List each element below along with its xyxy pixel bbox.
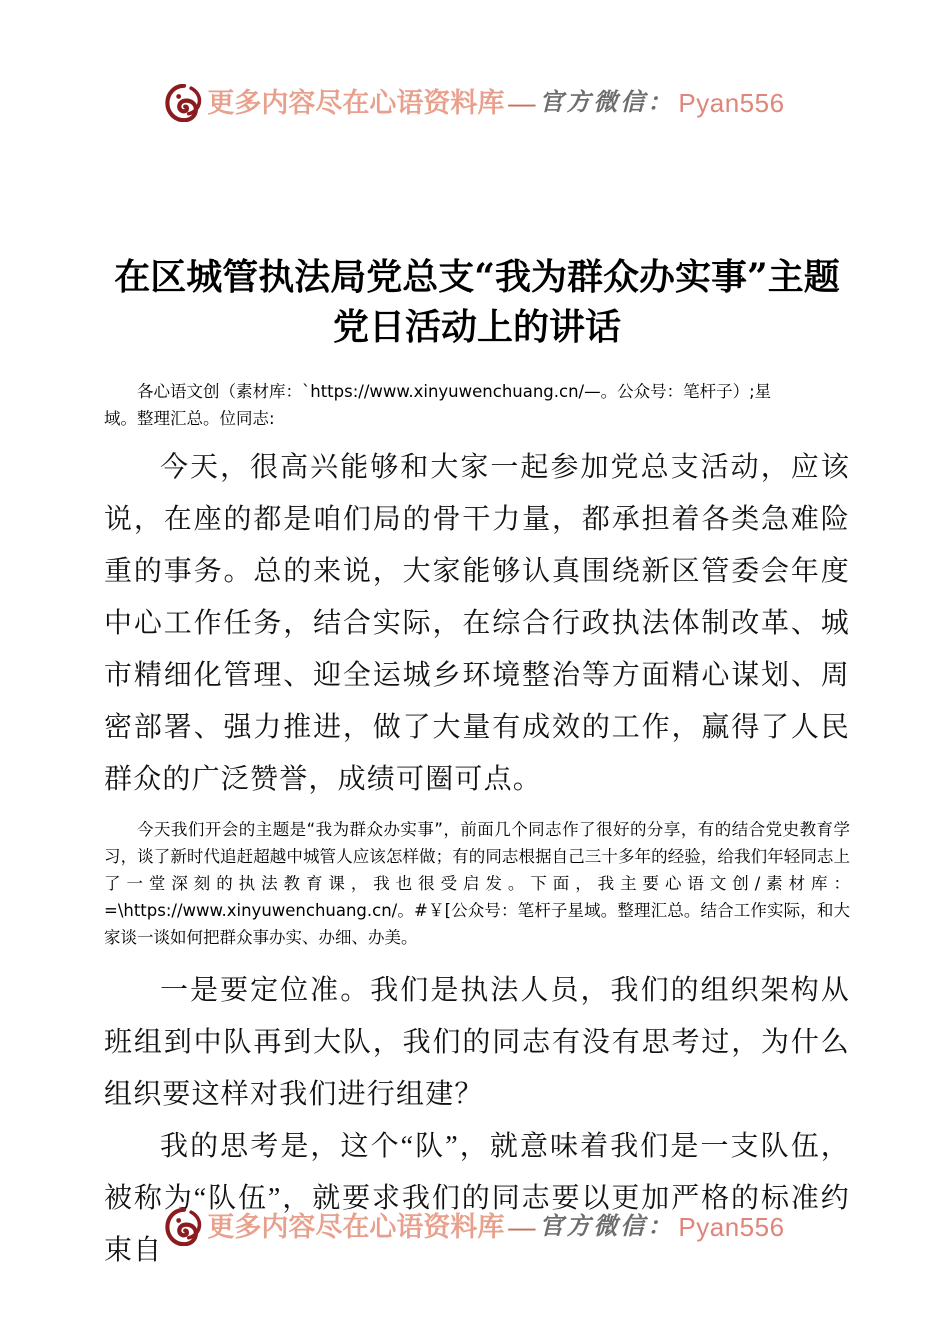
watermark-main-text: 更多内容尽在心语资料库 <box>207 87 505 118</box>
watermark-footer <box>0 1208 950 1246</box>
watermark-wechat-id: Pyan556 <box>678 88 785 118</box>
spacer <box>104 432 850 442</box>
body-paragraph-1: 今天，很高兴能够和大家一起参加党总支活动，应该说，在座的都是咱们局的骨干力量，都承担着各类急难险重的事务。总的来说，大家能够认真围绕新区管委会年度中心工作任务，结合实际，在综合行政执法体制改革、城市精细化管理、迎全运城乡环境整治等方面精心谋划、周密部署、强力推进，做了大量有成效的工作，赢得了人民群众的广泛赞誉，成绩可圈可点。 <box>104 452 850 795</box>
body-paragraph-2-small: 今天我们开会的主题是“我为群众办实事”，前面几个同志作了很好的分享，有的结合党史教育学习，谈了新时代追赶超越中城管人应该怎样做；有的同志根据自己三十多年的经验，给我们年轻同志上了一堂深刻的执法教育课，我也很受启发。下面，我主要心语文创/素材库：=\https://www.xinyuwenchuang.cn/。#￥[公众号：笔杆子星域。整理汇总。结合工作实际，和大家谈一谈如何把群众事办实、办细、办美。 <box>104 820 850 947</box>
watermark-main-text: 更多内容尽在心语资料库 <box>207 1211 505 1242</box>
fish-swirl-logo-icon <box>165 84 203 122</box>
fish-swirl-logo-icon <box>165 1208 203 1246</box>
watermark-wechat-label: 官方微信： <box>539 90 675 116</box>
spacer <box>104 806 850 816</box>
page-title: 在区城管执法局党总支“我为群众办实事”主题党日活动上的讲话 <box>114 256 840 348</box>
source-note-line-2: 域。整理汇总。位同志: <box>104 409 275 428</box>
source-note-line-1: 各心语文创（素材库：`https://www.xinyuwenchuang.cn/—。公众号：笔杆子）;星 <box>137 382 772 401</box>
body-paragraph-4: 我的思考是，这个“队”，就意味着我们是一支队伍，被称为“队伍”，就要求我们的同志要以更加严格的标准约束自 <box>104 1131 850 1266</box>
watermark-dash: — <box>508 87 536 118</box>
watermark-header <box>0 84 950 122</box>
watermark-wechat-label: 官方微信： <box>539 1214 675 1240</box>
watermark-dash: — <box>508 1211 536 1242</box>
spacer <box>104 951 850 965</box>
watermark-wechat-id: Pyan556 <box>678 1212 785 1242</box>
body-paragraph-3: 一是要定位准。我们是执法人员，我们的组织架构从班组到中队再到大队，我们的同志有没有思考过，为什么组织要这样对我们进行组建？ <box>104 975 850 1110</box>
document-content <box>104 252 850 1277</box>
